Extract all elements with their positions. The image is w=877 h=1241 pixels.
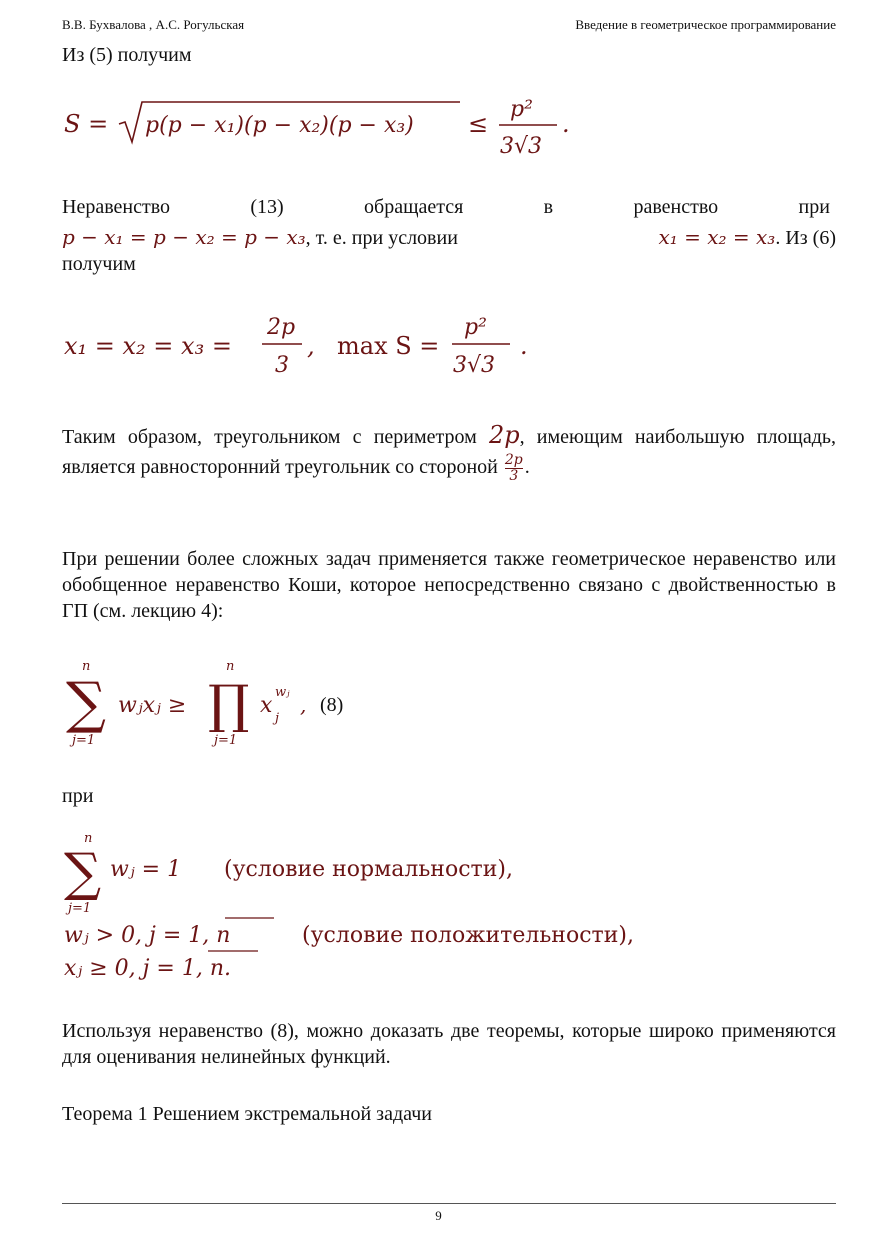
eq1-root: p(p − x₁)(p − x₂)(p − x₃) (145, 113, 414, 138)
eq2-max: max S = (337, 332, 440, 360)
eq3-x: x (260, 693, 273, 718)
eq2-lhs: x₁ = x₂ = x₃ = (64, 332, 232, 360)
equation-3 (62, 660, 362, 759)
w2: (13) (250, 196, 284, 218)
prod-lower: j=1 (214, 733, 238, 748)
eq-inline-a: p − x₁ = p − x₂ = p − x₃ (62, 225, 306, 249)
eq4-l2: wⱼ > 0, j = 1, n (64, 923, 231, 948)
eq1-rel: ≤ (468, 110, 489, 138)
eq1-tail: . (562, 110, 570, 138)
eq1-num: p² (510, 97, 533, 122)
paragraph-6: Используя неравенство (8), можно доказать две теоремы, которые широко применяются для оценивания нелинейных функций. (62, 1020, 836, 1068)
eq1-den: 3√3 (500, 134, 543, 159)
sum-upper: n (84, 831, 93, 846)
p2-last: получим (62, 253, 136, 275)
p3-fraction (505, 453, 523, 484)
p3-fn: 2p (504, 451, 523, 468)
equation-1 (62, 92, 582, 171)
eq3-comma: , (300, 693, 307, 717)
paragraph-2 (62, 194, 836, 277)
sum-lower: j=1 (68, 901, 92, 916)
p3-a: Таким образом, треугольником с периметром (62, 426, 477, 448)
eq2-tail: . (520, 332, 528, 360)
w5: равенство (633, 196, 719, 218)
eq2-den1: 3 (275, 353, 289, 378)
p3-math: 2p (488, 421, 520, 449)
p3-end: . (524, 456, 530, 478)
eq4-l1: wⱼ = 1 (110, 857, 182, 882)
p2-tail: . Из (6) (775, 227, 836, 249)
w6: при (798, 196, 830, 218)
eq2-num2: p² (464, 315, 487, 340)
sum-icon: ∑ (64, 843, 102, 903)
footer-divider (62, 1203, 836, 1204)
eq4-c1: (условие нормальности), (224, 857, 513, 882)
eq3-sup: wⱼ (275, 685, 290, 700)
sum-icon: ∑ (66, 671, 106, 736)
w4: в (543, 196, 554, 218)
paragraph-1: Из (5) получим (62, 44, 192, 66)
eq1-lhs: S = (64, 110, 109, 138)
eq3-t1: wⱼxⱼ ≥ (118, 693, 187, 718)
p2-mid: , т. е. при условии (305, 227, 458, 249)
p3-fd: 3 (509, 467, 519, 484)
page-number: 9 (435, 1208, 442, 1223)
header-title: Введение в геометрическое программирование (575, 17, 836, 32)
eq-inline-b: x₁ = x₂ = x₃ (658, 225, 776, 249)
prod-icon: ∏ (208, 675, 250, 735)
eq4-l3: xⱼ ≥ 0, j = 1, n. (64, 956, 232, 981)
w3: обращается (364, 196, 464, 218)
p3-b: , имеющим наибольшую площадь, является равносторонний треугольник со стороной (62, 426, 836, 478)
eq2-den2: 3√3 (453, 353, 496, 378)
paragraph-5: при (62, 785, 94, 807)
eq3-sub: j (275, 711, 280, 726)
eq4-c2: (условие положительности), (302, 923, 634, 948)
paragraph-7: Теорема 1 Решением экстремальной задачи (62, 1103, 432, 1125)
paragraph-3 (62, 420, 836, 484)
header-authors: В.В. Бухвалова , А.С. Рогульская (62, 17, 245, 32)
equation-2 (62, 308, 542, 387)
eq2-sep: , (307, 332, 315, 360)
equation-4 (62, 830, 682, 989)
prod-upper: n (226, 659, 235, 674)
w1: Неравенство (62, 196, 171, 218)
sum-lower: j=1 (72, 733, 96, 748)
eq3-number: (8) (320, 694, 344, 716)
paragraph-4: При решении более сложных задач применяется также геометрическое неравенство или обобщенное неравенство Коши, которое непосредственно связано с двойственностью в ГП (см. лекцию 4): (62, 548, 836, 622)
sum-upper: n (82, 659, 91, 674)
eq2-num1: 2p (267, 315, 296, 340)
